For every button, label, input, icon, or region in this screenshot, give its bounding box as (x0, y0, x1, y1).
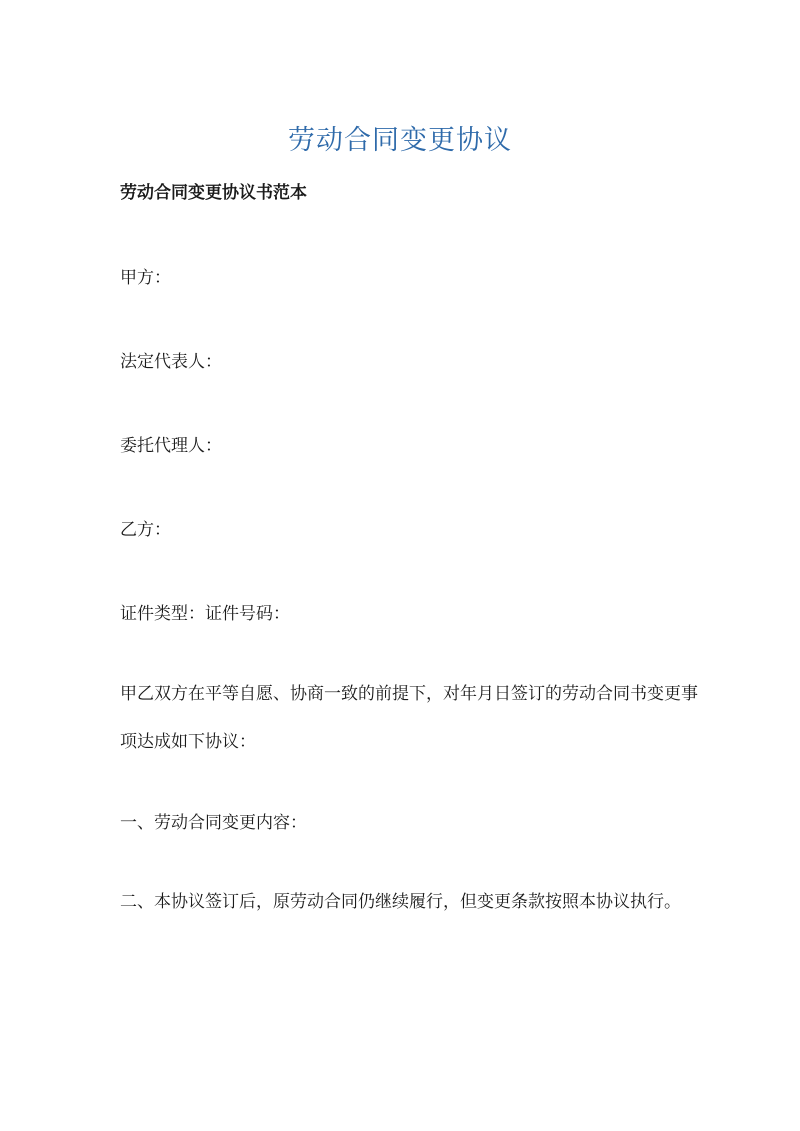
intro-paragraph: 甲乙双方在平等自愿、协商一致的前提下，对年月日签订的劳动合同书变更事项达成如下协议： (120, 684, 698, 752)
id-type-number-label: 证件类型：证件号码： (120, 604, 290, 624)
party-a-label: 甲方： (120, 268, 171, 288)
party-b-label: 乙方： (120, 520, 171, 540)
entrusted-agent-label: 委托代理人： (120, 436, 222, 456)
document-subtitle: 劳动合同变更协议书范本 (120, 183, 307, 203)
legal-representative-label: 法定代表人： (120, 352, 222, 372)
document-title: 劳动合同变更协议 (288, 125, 512, 156)
clause-2: 二、本协议签订后，原劳动合同仍继续履行，但变更条款按照本协议执行。 (120, 892, 681, 912)
clause-1: 一、劳动合同变更内容： (120, 813, 307, 833)
